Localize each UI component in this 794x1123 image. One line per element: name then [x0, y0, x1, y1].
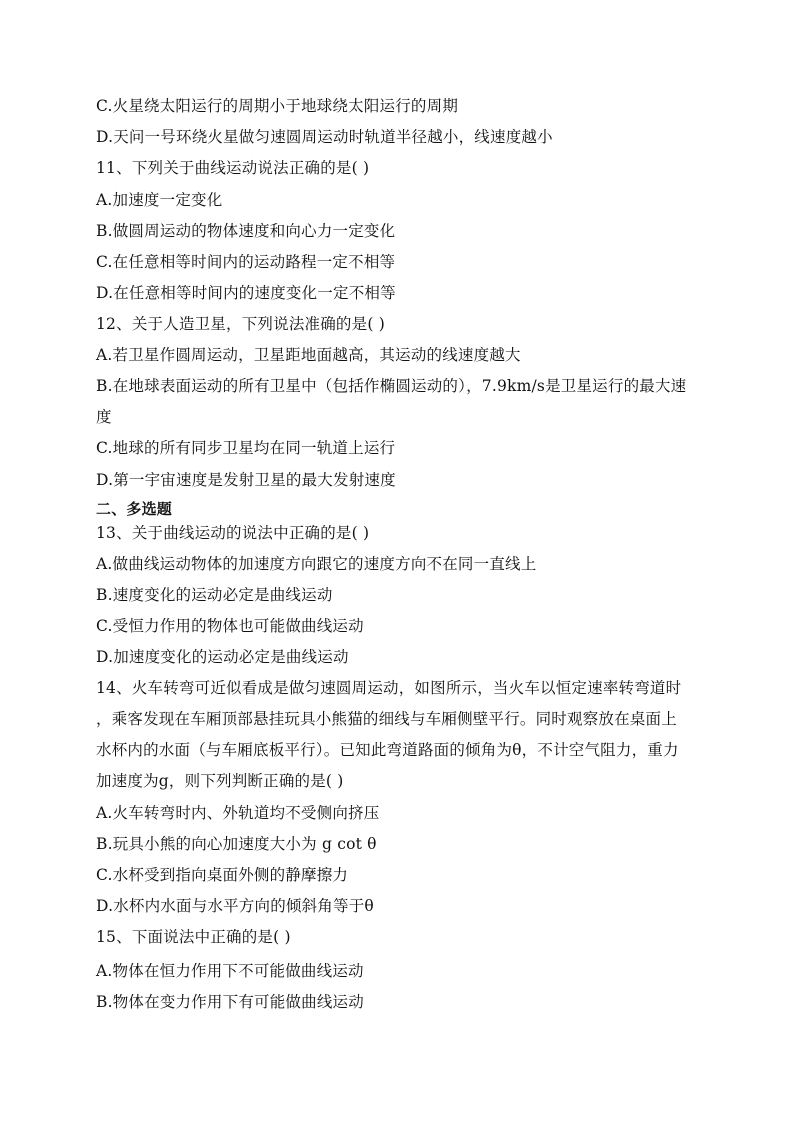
- option-10d: D.天问一号环绕火星做匀速圆周运动时轨道半径越小，线速度越小: [96, 128, 553, 146]
- option-14a: A.火车转弯时内、外轨道均不受侧向挤压: [96, 804, 380, 822]
- option-15a: A.物体在恒力作用下不可能做曲线运动: [96, 962, 364, 980]
- question-14-line-4: 加速度为g，则下列判断正确的是( ): [96, 772, 344, 790]
- question-12: 12、关于人造卫星，下列说法准确的是( ): [96, 315, 385, 333]
- question-15: 15、下面说法中正确的是( ): [96, 928, 291, 946]
- option-12b-continued: 度: [96, 408, 112, 426]
- option-12a: A.若卫星作圆周运动，卫星距地面越高，其运动的线速度越大: [96, 346, 521, 364]
- question-14-line-1: 14、火车转弯可近似看成是做匀速圆周运动，如图所示，当火车以恒定速率转弯道时: [96, 679, 682, 697]
- option-10c: C.火星绕太阳运行的周期小于地球绕太阳运行的周期: [96, 97, 459, 115]
- option-11c: C.在任意相等时间内的运动路程一定不相等: [96, 253, 396, 271]
- option-11d: D.在任意相等时间内的速度变化一定不相等: [96, 284, 396, 302]
- option-12c: C.地球的所有同步卫星均在同一轨道上运行: [96, 439, 396, 457]
- option-14b: B.玩具小熊的向心加速度大小为 g cot θ: [96, 835, 377, 853]
- question-11: 11、下列关于曲线运动说法正确的是( ): [96, 159, 370, 177]
- question-14-line-3: 水杯内的水面（与车厢底板平行）。已知此弯道路面的倾角为θ，不计空气阻力，重力: [96, 741, 679, 759]
- option-12b: B.在地球表面运动的所有卫星中（包括作椭圆运动的），7.9km/s是卫星运行的最大速: [96, 377, 687, 395]
- option-14d: D.水杯内水面与水平方向的倾斜角等于θ: [96, 897, 374, 915]
- option-13c: C.受恒力作用的物体也可能做曲线运动: [96, 617, 364, 635]
- option-13d: D.加速度变化的运动必定是曲线运动: [96, 648, 349, 666]
- option-13b: B.速度变化的运动必定是曲线运动: [96, 586, 333, 604]
- option-11b: B.做圆周运动的物体速度和向心力一定变化: [96, 222, 396, 240]
- section-heading-multiple-choice: 二、多选题: [96, 500, 173, 518]
- option-14c: C.水杯受到指向桌面外侧的静摩擦力: [96, 866, 349, 884]
- option-13a: A.做曲线运动物体的加速度方向跟它的速度方向不在同一直线上: [96, 555, 537, 573]
- option-15b: B.物体在变力作用下有可能做曲线运动: [96, 993, 364, 1011]
- option-11a: A.加速度一定变化: [96, 191, 223, 209]
- question-14-line-2: ，乘客发现在车厢顶部悬挂玩具小熊猫的细线与车厢侧壁平行。同时观察放在桌面上: [96, 710, 677, 728]
- question-13: 13、关于曲线运动的说法中正确的是( ): [96, 524, 370, 542]
- option-12d: D.第一宇宙速度是发射卫星的最大发射速度: [96, 471, 396, 489]
